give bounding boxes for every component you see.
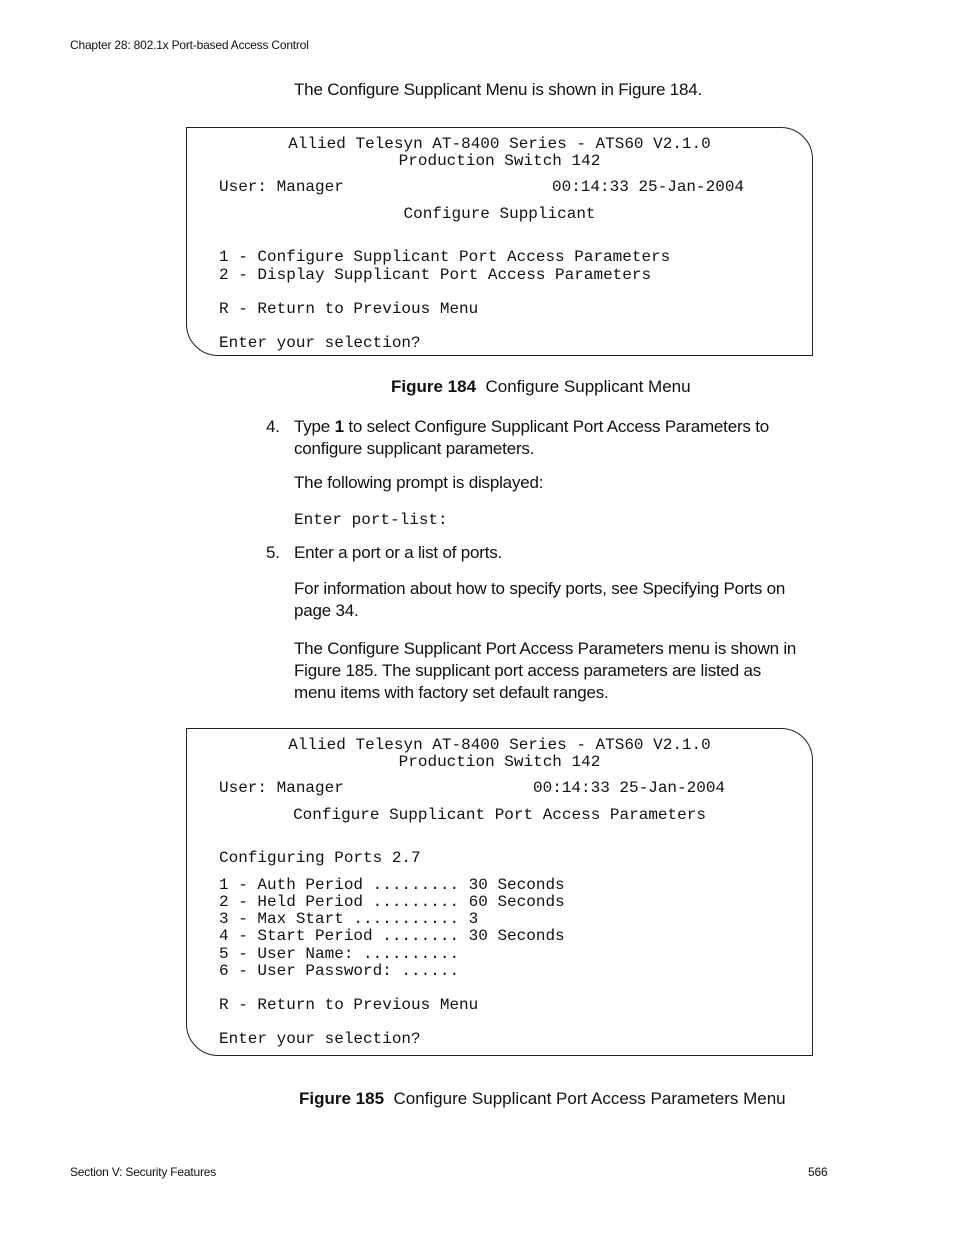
menu-option-return: R - Return to Previous Menu bbox=[219, 300, 479, 318]
menu-description-paragraph: The Configure Supplicant Port Access Parameters menu is shown in Figure 185. The supplicant port access parameters are listed as menu items with factory set default ranges. bbox=[294, 639, 797, 702]
figure-184-label: Figure 184 bbox=[391, 377, 477, 396]
screen-product-line: Allied Telesyn AT-8400 Series - ATS60 V2.1.0 bbox=[288, 135, 711, 153]
figure-184-screen bbox=[186, 127, 813, 356]
menu-option-2: 2 - Display Supplicant Port Access Parameters bbox=[219, 266, 652, 284]
prompt-intro: The following prompt is displayed: bbox=[294, 473, 544, 492]
port-info-paragraph: For information about how to specify ports, see Specifying Ports on page 34. bbox=[294, 579, 786, 620]
figure-185-caption bbox=[299, 1089, 786, 1109]
intro-paragraph: The Configure Supplicant Menu is shown in Figure 184. bbox=[294, 80, 703, 99]
configuring-ports: Configuring Ports 2.7 bbox=[219, 849, 421, 867]
screen-user: User: Manager bbox=[219, 779, 344, 797]
menu-option-1: 1 - Configure Supplicant Port Access Parameters bbox=[219, 248, 671, 266]
screen-menu-title: Configure Supplicant bbox=[403, 205, 596, 223]
menu-item-start-period: 4 - Start Period ........ 30 Seconds bbox=[219, 927, 565, 945]
screen-timestamp: 00:14:33 25-Jan-2004 bbox=[552, 178, 745, 196]
step-4-key: 1 bbox=[334, 417, 344, 436]
screen-switch-name: Production Switch 142 bbox=[398, 753, 601, 771]
screen-user: User: Manager bbox=[219, 178, 344, 196]
figure-185-label: Figure 185 bbox=[299, 1089, 385, 1108]
menu-item-held-period: 2 - Held Period ......... 60 Seconds bbox=[219, 893, 565, 911]
figure-184-title: Configure Supplicant Menu bbox=[485, 377, 691, 396]
screen-product-line: Allied Telesyn AT-8400 Series - ATS60 V2.1.0 bbox=[288, 736, 711, 754]
screen-timestamp: 00:14:33 25-Jan-2004 bbox=[533, 779, 726, 797]
step-5-text: Enter a port or a list of ports. bbox=[294, 543, 503, 562]
screen-menu-title: Configure Supplicant Port Access Parameters bbox=[293, 806, 706, 824]
menu-option-return: R - Return to Previous Menu bbox=[219, 996, 479, 1014]
running-header: Chapter 28: 802.1x Port-based Access Control bbox=[70, 38, 309, 52]
screen-prompt: Enter your selection? bbox=[219, 1030, 421, 1048]
step-5-number: 5. bbox=[266, 543, 280, 562]
menu-item-user-password: 6 - User Password: ...... bbox=[219, 962, 460, 980]
screen-prompt: Enter your selection? bbox=[219, 334, 421, 352]
figure-185-screen bbox=[186, 728, 813, 1056]
prompt-code: Enter port-list: bbox=[294, 511, 448, 529]
screen-switch-name: Production Switch 142 bbox=[398, 152, 601, 170]
step-4-post: to select Configure Supplicant Port Access Parameters to configure supplicant parameters. bbox=[294, 417, 770, 458]
footer-section: Section V: Security Features bbox=[70, 1165, 217, 1179]
menu-item-user-name: 5 - User Name: .......... bbox=[219, 945, 460, 963]
figure-185-title: Configure Supplicant Port Access Parameters Menu bbox=[393, 1089, 786, 1108]
menu-item-max-start: 3 - Max Start ........... 3 bbox=[219, 910, 479, 928]
figure-184-caption bbox=[391, 377, 691, 397]
step-4-number: 4. bbox=[266, 417, 280, 436]
page-number: 566 bbox=[808, 1165, 828, 1179]
menu-item-auth-period: 1 - Auth Period ......... 30 Seconds bbox=[219, 876, 565, 894]
step-4-pre: Type bbox=[294, 417, 335, 436]
step-4-text bbox=[294, 416, 804, 460]
